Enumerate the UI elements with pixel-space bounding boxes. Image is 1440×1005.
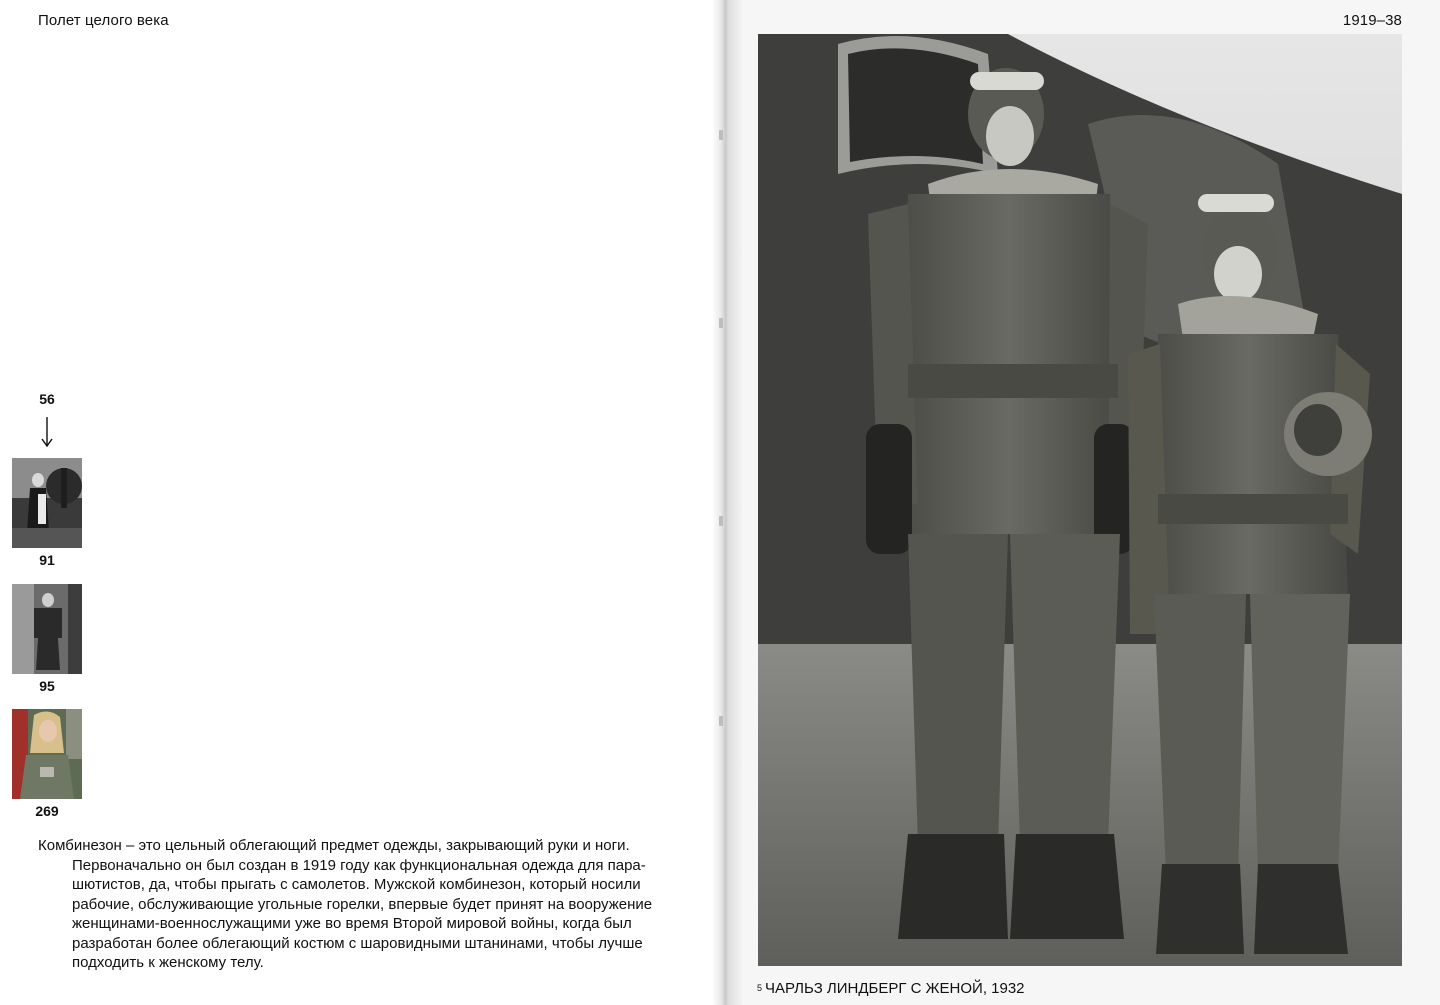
caption-number: 5 bbox=[757, 983, 763, 993]
running-head-left: Полет целого века bbox=[38, 12, 169, 29]
binding-stitch bbox=[719, 318, 723, 328]
body-text-line: разработан более облегающий костюм с шаровидными штанинами, чтобы лучше bbox=[72, 934, 643, 952]
body-text-line: женщинами-военнослужащими уже во время Второй мировой войны, когда был bbox=[72, 915, 632, 932]
body-text-line: подходить к женскому телу. bbox=[72, 954, 264, 971]
arrow-down-icon bbox=[37, 416, 57, 448]
running-head-right: 1919–38 bbox=[1342, 12, 1402, 29]
binding-stitch bbox=[719, 130, 723, 140]
book-gutter bbox=[712, 0, 742, 1005]
body-text-line: Комбинезон – это цельный облегающий предмет одежды, закрывающий руки и ноги. bbox=[38, 837, 630, 854]
body-text-line: Первоначально он был создан в 1919 году как функциональная одежда для пара- bbox=[72, 856, 646, 874]
binding-stitch bbox=[719, 716, 723, 726]
body-text-line: шютистов, да, чтобы прыгать с самолетов. Мужской комбинезон, который носили bbox=[72, 876, 641, 893]
thumbnail-woman-in-long-coat[interactable] bbox=[12, 584, 82, 674]
aviators-photo bbox=[758, 34, 1402, 966]
xref-page-number: 95 bbox=[39, 678, 55, 694]
thumbnail-blonde-woman-in-jumpsuit[interactable] bbox=[12, 709, 82, 799]
binding-stitch bbox=[719, 516, 723, 526]
xref-page-number: 91 bbox=[39, 552, 55, 568]
xref-page-number: 269 bbox=[35, 803, 59, 819]
thumbnail-woman-by-propeller[interactable] bbox=[12, 458, 82, 548]
body-text bbox=[38, 836, 698, 973]
body-text-line: рабочие, обслуживающие угольные горелки, впервые будет принят на вооружение bbox=[72, 895, 653, 913]
caption-text: ЧАРЛЬЗ ЛИНДБЕРГ С ЖЕНОЙ, 1932 bbox=[765, 980, 1025, 997]
xref-page-number: 56 bbox=[39, 391, 55, 407]
photo-caption bbox=[757, 980, 1025, 997]
